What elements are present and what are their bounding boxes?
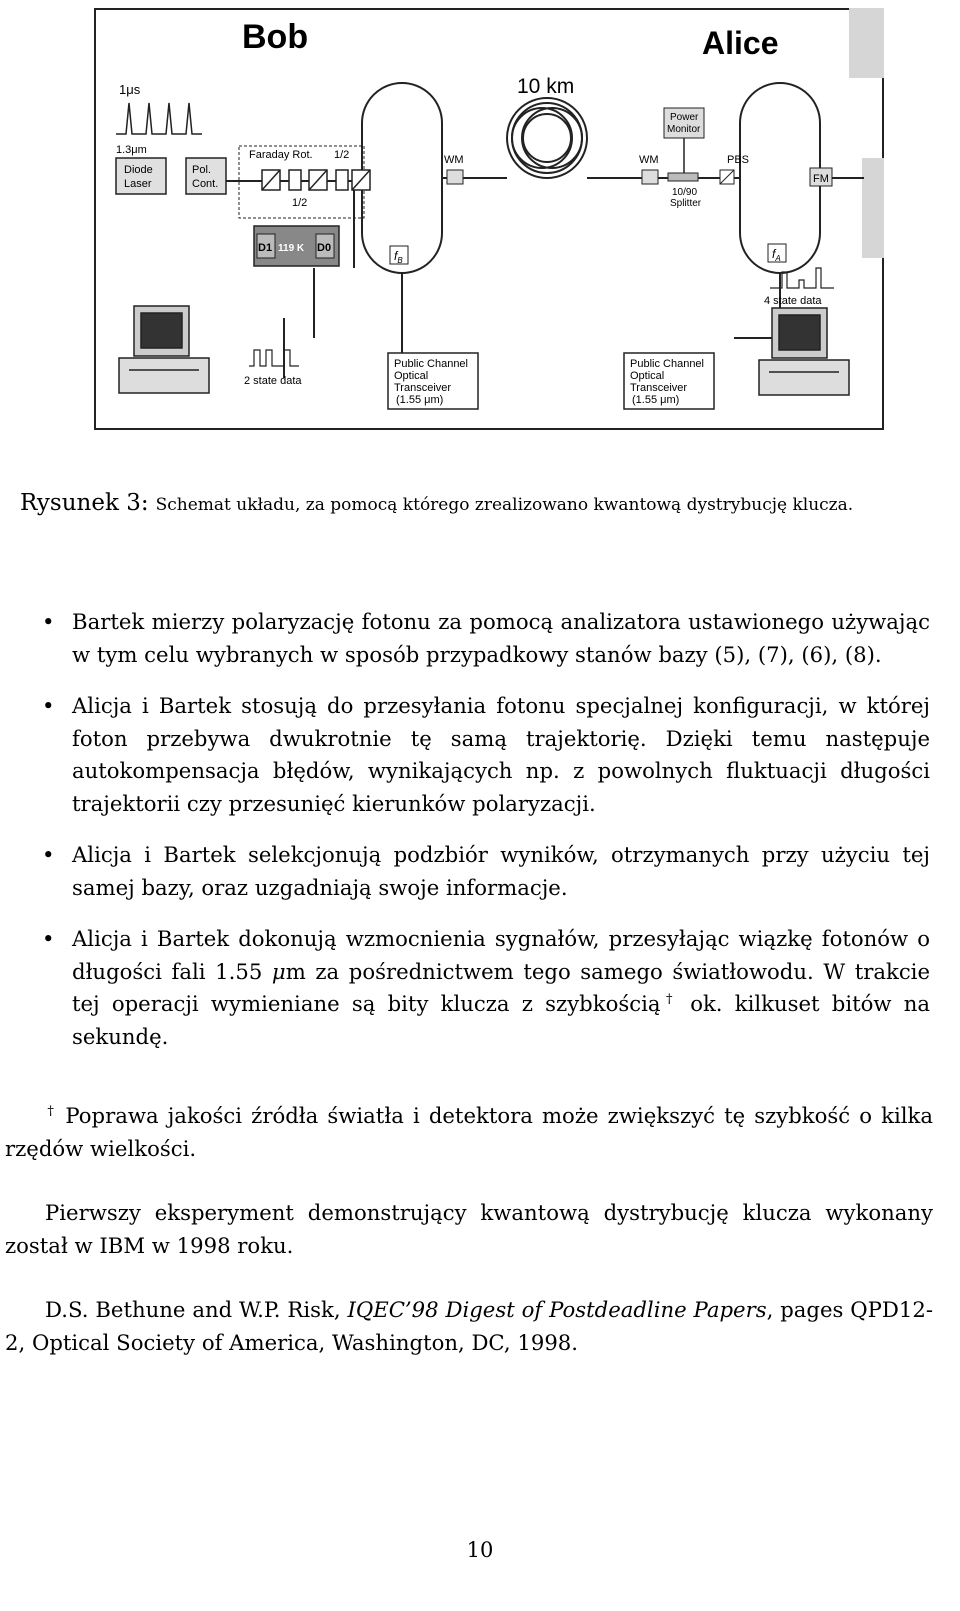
faraday-rotator-label: Faraday Rot. bbox=[249, 149, 313, 161]
list-item-text: Bartek mierzy polaryzację fotonu za pomocą analizatora ustawionego używając w tym celu wybranych w sposób przypadkowy stanów bazy (5), (7), (6), (8). bbox=[72, 609, 930, 667]
footnote-mark: † bbox=[45, 1103, 57, 1119]
reference bbox=[5, 1294, 933, 1359]
bullet-icon: • bbox=[42, 693, 55, 718]
splitter-label: Splitter bbox=[670, 198, 702, 209]
list-item bbox=[0, 839, 930, 904]
bullet-icon: • bbox=[42, 609, 55, 634]
wavelength-mux-bob: WM bbox=[444, 154, 464, 166]
bob-transceiver-line1: Public Channel bbox=[394, 358, 468, 370]
page-number: 10 bbox=[466, 1538, 494, 1562]
reference-authors: D.S. Bethune and W.P. Risk, bbox=[45, 1297, 348, 1322]
list-item bbox=[0, 690, 930, 820]
paragraph-text: Pierwszy eksperyment demonstrujący kwantową dystrybucję klucza wykonany został w IBM w 1998 roku. bbox=[5, 1200, 933, 1258]
pbs-label: PBS bbox=[727, 154, 750, 166]
reference-title: IQEC’98 Digest of Postdeadline Papers bbox=[347, 1297, 767, 1322]
bullet-list bbox=[0, 606, 960, 1072]
four-state-data-label: 4 state data bbox=[764, 295, 822, 307]
caption-text: Schemat układu, za pomocą którego zrealizowano kwantową dystrybucję klucza. bbox=[155, 495, 854, 515]
footnote-text: Poprawa jakości źródła światła i detektora może zwiększyć tę szybkość o kilka rzędów wielkości. bbox=[5, 1103, 933, 1161]
caption-label: Rysunek 3: bbox=[20, 490, 149, 516]
figure-caption bbox=[20, 490, 853, 516]
polarization-optics-icon bbox=[262, 170, 370, 190]
half-wave-bottom-label: 1/2 bbox=[292, 197, 308, 209]
list-item-text: Alicja i Bartek selekcjonują podzbiór wyników, otrzymanych przy użyciu tej samej bazy, oraz uzgadniają swoje informacje. bbox=[72, 842, 930, 900]
bullet-icon: • bbox=[42, 842, 55, 867]
setup-diagram bbox=[94, 8, 884, 430]
pol-cont-line2: Cont. bbox=[192, 178, 219, 190]
diode-laser-line2: Laser bbox=[124, 178, 152, 190]
two-state-data-label: 2 state data bbox=[244, 375, 302, 387]
pulse-period: 1μs bbox=[119, 82, 141, 97]
list-item bbox=[0, 923, 930, 1053]
power-monitor-line1: Power bbox=[670, 112, 699, 123]
bob-title: Bob bbox=[242, 18, 309, 56]
fiber-length: 10 km bbox=[517, 75, 575, 98]
alice-title: Alice bbox=[702, 25, 779, 61]
phase-modulator-bob: $f_B$ bbox=[394, 249, 403, 265]
bob-transceiver-line2: Optical bbox=[394, 370, 429, 382]
diode-laser-line1: Diode bbox=[124, 164, 153, 176]
wavelength-mux-alice: WM bbox=[639, 154, 659, 166]
alice-transceiver-line1: Public Channel bbox=[630, 358, 704, 370]
alice-transceiver-line3: Transceiver bbox=[630, 382, 688, 394]
phase-modulator-alice: $f_A$ bbox=[772, 247, 781, 263]
pol-cont-line1: Pol. bbox=[192, 164, 211, 176]
footnote bbox=[5, 1100, 933, 1165]
footnote-marker: † bbox=[660, 991, 678, 1007]
list-item-text: Alicja i Bartek dokonują wzmocnienia sygnałów, przesyłając wiązkę fotonów o długości fali 1.55 μm za pośrednictwem tego samego światłowodu. W trakcie tej operacji wymieniane są bity klucza z szybkością† ok. kilkuset bitów na sekundę. bbox=[72, 926, 931, 1049]
faraday-mirror-label: FM bbox=[813, 173, 829, 185]
bob-transceiver-line3: Transceiver bbox=[394, 382, 452, 394]
list-item-text: Alicja i Bartek stosują do przesyłania fotonu specjalnej konfiguracji, w której foton przebywa dwukrotnie tę samą trajektorię. Dzięki temu następuje autokompensacja błędów, wynikających np. z powolnych fluktuacji długości trajektorii czy przesunięć kierunków polaryzacji. bbox=[72, 693, 930, 816]
list-item bbox=[0, 606, 930, 671]
detector-temperature: 119 K bbox=[278, 243, 305, 254]
power-monitor-line2: Monitor bbox=[667, 124, 701, 135]
detector-d0: D0 bbox=[317, 242, 332, 254]
bob-transceiver-line4: (1.55 μm) bbox=[396, 394, 444, 406]
detector-d1: D1 bbox=[258, 242, 273, 254]
laser-wavelength: 1.3μm bbox=[116, 144, 147, 156]
reference-details: , pages QPD12-2, Optical Society of America, Washington, DC, 1998. bbox=[5, 1297, 933, 1355]
splitter-ratio: 10/90 bbox=[672, 187, 698, 198]
body-paragraph bbox=[5, 1197, 933, 1262]
alice-transceiver-line4: (1.55 μm) bbox=[632, 394, 680, 406]
bullet-icon: • bbox=[42, 926, 55, 951]
half-wave-top-label: 1/2 bbox=[334, 149, 350, 161]
alice-transceiver-line2: Optical bbox=[630, 370, 665, 382]
